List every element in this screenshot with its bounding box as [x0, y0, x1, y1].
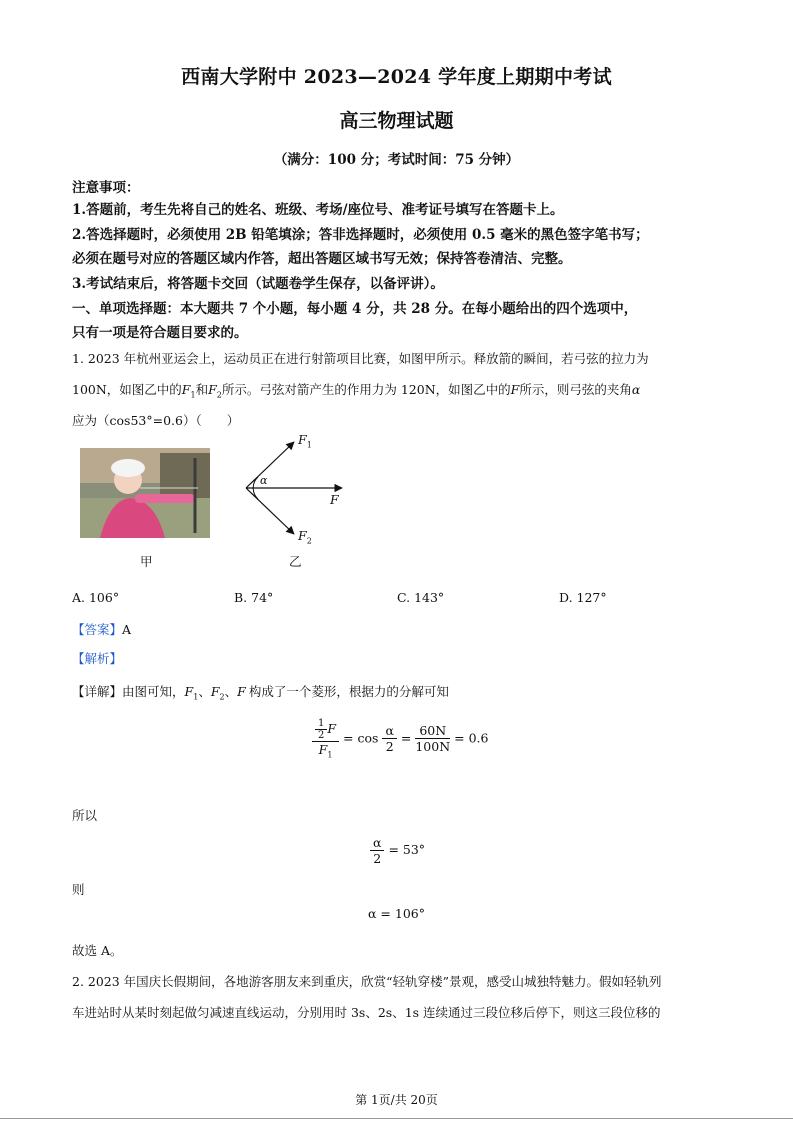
analysis-tag: 【解析】	[72, 651, 123, 666]
formula-half-angle: $\frac{\alpha}{2}$ = 53°	[370, 835, 425, 866]
option-a: A. 106°	[72, 590, 120, 605]
force-diagram	[236, 430, 356, 550]
archer-photo	[80, 448, 210, 538]
detail-line: 【详解】由图可知，$F_1$、$F_2$、F 构成了一个菱形，根据力的分解可知	[72, 684, 449, 702]
fig-label-b: 乙	[289, 554, 302, 569]
q1-text-line1: 1. 2023 年杭州亚运会上，运动员正在进行射箭项目比赛，如图甲所示。释放箭的瞬间，若弓弦的拉力为	[72, 351, 649, 366]
section-heading-cont: 只有一项是符合题目要求的。	[72, 325, 248, 341]
option-c: C. 143°	[397, 590, 445, 605]
section-heading: 一、单项选择题：本大题共 7 个小题，每小题 4 分，共 28 分。在每小题给出的四个选项中，	[72, 301, 638, 317]
so-text: 所以	[72, 808, 98, 823]
label-alpha: α	[260, 474, 268, 487]
formula-result: α = 106°	[368, 906, 425, 921]
notice-item-2-cont: 必须在题号对应的答题区域内作答，超出答题区域书写无效；保持答卷清洁、完整。	[72, 251, 572, 267]
notice-item-1: 1.答题前，考生先将自己的姓名、班级、考场/座位号、准考证号填写在答题卡上。	[72, 202, 564, 218]
option-b: B. 74°	[234, 590, 274, 605]
fig-label-a: 甲	[140, 554, 153, 569]
exam-meta: （满分：100 分；考试时间：75 分钟）	[273, 152, 520, 168]
bottom-rule	[0, 1118, 793, 1119]
label-f2: $F_2$	[298, 528, 312, 546]
q1-text-line2: 100N，如图乙中的$F_1$和$F_2$所示。弓弦对箭产生的作用力为 120N，如图乙中的F所示，则弓弦的夹角α	[72, 382, 641, 400]
notice-item-2: 2.答选择题时，必须使用 2B 铅笔填涂；答非选择题时，必须使用 0.5 毫米的黑色签字笔书写；	[72, 227, 649, 243]
option-d: D. 127°	[559, 590, 607, 605]
exam-subject: 高三物理试题	[339, 110, 454, 132]
answer-line: 【答案】A	[72, 622, 132, 637]
then-text: 则	[72, 882, 85, 897]
label-f: F	[330, 492, 339, 507]
exam-title: 西南大学附中 2023—2024 学年度上期期中考试	[181, 66, 612, 88]
notice-heading: 注意事项：	[72, 180, 140, 196]
page-footer: 第 1页/共 20页	[355, 1093, 438, 1107]
q2-text-line1: 2. 2023 年国庆长假期间，各地游客朋友来到重庆，欣赏“轻轨穿楼”景观，感受山城独特魅力。假如轻轨列	[72, 974, 662, 989]
notice-item-3: 3.考试结束后，将答题卡交回（试题卷学生保存，以备评讲）。	[72, 276, 444, 292]
q1-text-line3: 应为（cos53°=0.6）（ ）	[72, 413, 240, 428]
label-f1: $F_1$	[298, 432, 312, 450]
q2-text-line2: 车进站时从某时刻起做匀减速直线运动，分别用时 3s、2s、1s 连续通过三段位移后停下，则这三段位移的	[72, 1005, 661, 1020]
formula-decomposition: $\frac{1}{2}$ F $F_1$ = cos $\frac{\alpha}{2}$ = $\frac{60N}{100N}$ = 0.6	[312, 718, 488, 760]
choose-text: 故选 A。	[72, 943, 123, 958]
